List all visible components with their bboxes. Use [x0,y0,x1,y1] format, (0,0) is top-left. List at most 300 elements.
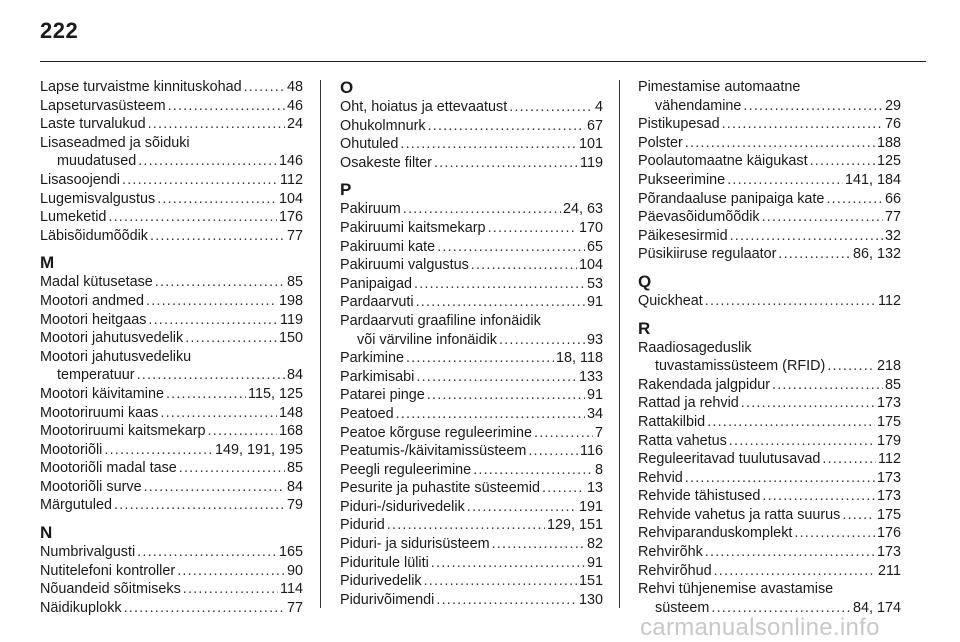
entry-pages: 79 [286,497,303,514]
dot-leader [827,357,875,376]
entry-pages: 170 [578,219,603,236]
index-entry [40,273,303,292]
dot-leader [157,190,277,209]
entry-pages: 77 [286,599,303,616]
entry-term: Peatoed [340,405,394,422]
entry-term: Pukseerimine [638,171,726,188]
entry-pages: 84, 174 [852,599,901,616]
entry-term: Läbisõidumõõdik [40,227,149,244]
dot-leader [534,424,593,443]
entry-term: Parkimine [340,350,404,367]
entry-term-line1: Pardaarvuti graafiline infonäidik [340,312,541,329]
entry-term: Märgutuled [40,497,112,514]
entry-term: Pidurid [340,517,385,534]
dot-leader [177,562,285,581]
dot-leader [727,171,843,190]
page-number: 222 [40,18,79,43]
index-entry [638,245,901,264]
header-rule [40,61,926,62]
entry-term: Osakeste filter [340,154,432,171]
entry-pages: 191 [578,498,603,515]
dot-leader [499,331,585,350]
index-entry [638,543,901,562]
index-entry [40,599,303,618]
entry-pages: 173 [876,544,901,561]
entry-pages: 4 [594,99,603,115]
dot-leader [722,115,883,134]
index-entry [40,208,303,227]
index-entry [638,227,901,246]
entry-term: Pesurite ja puhastite süsteemid [340,480,540,497]
index-entry [340,293,603,312]
index-entry [40,134,303,171]
index-entry [40,78,303,97]
index-entry [638,432,901,451]
entry-term: Mootori käivitamine [40,385,164,402]
entry-term: Lumeketid [40,209,107,226]
entry-term: tuvastamissüsteem (RFID) [655,358,826,375]
entry-term: süsteem [655,599,710,616]
column-divider [320,80,321,608]
index-entry [340,98,603,117]
index-entry [638,78,901,115]
dot-leader [179,459,285,478]
index-entry [340,349,603,368]
index-entry [340,275,603,294]
entry-pages: 211 [878,562,901,579]
entry-term: Pardaarvuti [340,294,414,311]
dot-leader [185,329,277,348]
entry-term: Pidurivedelik [340,573,422,590]
entry-pages: 119 [580,154,603,171]
entry-pages: 175 [876,413,901,430]
entry-term: Mootoriõli madal tase [40,460,177,477]
index-letter-heading: N [40,523,53,543]
index-entry [40,496,303,515]
entry-term: Parkimisabi [340,368,415,385]
index-entry [40,292,303,311]
dot-leader [183,580,278,599]
index-entry [340,219,603,238]
entry-pages: 93 [586,331,603,348]
entry-term: Püsikiiruse regulaator [638,246,777,263]
entry-pages: 84 [286,478,303,495]
index-entry [340,479,603,498]
entry-pages: 165 [278,544,303,561]
index-entry [638,487,901,506]
index-entry [340,238,603,257]
entry-term-line1: Pimestamise automaatne [638,79,801,95]
entry-term: Rehvide vahetus ja ratta suurus [638,506,841,523]
index-entry [638,580,901,617]
index-column-2 [340,78,603,609]
index-letter-heading: R [638,318,651,338]
entry-pages: 91 [586,554,603,571]
entry-pages: 46 [286,97,303,114]
index-entry [638,152,901,171]
entry-term: Mootori andmed [40,292,144,309]
entry-pages: 7 [594,424,603,441]
entry-term-line1: Mootori jahutusvedeliku [40,348,192,365]
entry-pages: 101 [578,136,603,153]
entry-term: muudatused [57,153,137,170]
dot-leader [705,543,875,562]
index-letter-heading: Q [638,271,652,291]
index-entry [340,200,603,219]
dot-leader [431,554,585,573]
dot-leader [542,479,585,498]
index-entry [340,135,603,154]
index-entry [638,413,901,432]
dot-leader [705,292,876,311]
entry-pages: 112 [878,292,901,309]
entry-term: Piduri-/sidurivedelik [340,498,465,515]
entry-continuation [40,366,303,385]
index-entry [40,171,303,190]
entry-term: Põrandaaluse panipaiga kate [638,190,825,207]
entry-pages: 129, 151 [546,517,603,534]
entry-pages: 66 [884,190,901,207]
entry-term: Mootoriõli [40,441,103,458]
entry-pages: 149, 191, 195 [214,441,303,458]
dot-leader [122,171,278,190]
entry-continuation [40,152,303,171]
entry-pages: 168 [278,423,303,440]
dot-leader [436,591,577,610]
entry-pages: 48 [286,79,303,95]
entry-term: Rehvirõhud [638,562,712,579]
entry-term: Mootoriruumi kaas [40,404,159,421]
dot-leader [104,441,213,460]
entry-term: vähendamine [655,97,742,114]
entry-term: Poolautomaatne käigukast [638,153,808,170]
entry-term: Pistikupesad [638,116,720,133]
entry-term: Numbrivalgusti [40,544,136,561]
index-entry [638,171,901,190]
index-entry [340,442,603,461]
entry-pages: 13 [586,480,603,497]
index-column-3 [638,78,901,617]
index-entry [340,312,603,349]
entry-pages: 104 [578,257,603,274]
entry-pages: 104 [278,190,303,207]
entry-term: Ohutuled [340,136,399,153]
dot-leader [416,368,577,387]
entry-term: Panipaigad [340,275,413,292]
entry-term: Laste turvalukud [40,116,146,133]
index-entry [40,385,303,404]
index-entry [340,256,603,275]
index-entry [638,394,901,413]
dot-leader [488,219,577,238]
index-entry [638,134,901,153]
dot-leader [794,524,875,543]
index-entry [638,562,901,581]
entry-pages: 8 [594,461,603,478]
entry-term: Pakiruumi valgustus [340,257,469,274]
index-letter-heading: O [340,78,354,97]
entry-pages: 188 [876,134,901,151]
index-entry [340,535,603,554]
entry-pages: 114 [280,581,303,598]
entry-pages: 146 [278,153,303,170]
index-entry [340,461,603,480]
entry-pages: 65 [586,238,603,255]
index-entry [40,478,303,497]
index-entry [340,554,603,573]
dot-leader [428,117,585,136]
dot-leader [148,115,285,134]
index-letter-heading: P [340,180,352,200]
entry-pages: 173 [876,395,901,412]
index-entry [340,405,603,424]
dot-leader [108,208,277,227]
entry-term-line1: Rehvi tühjenemise avastamise [638,581,834,598]
entry-pages: 76 [884,116,901,133]
entry-pages: 119 [280,311,303,328]
dot-leader [743,97,883,116]
entry-pages: 85 [884,376,901,393]
entry-pages: 173 [876,469,901,486]
dot-leader [208,422,277,441]
index-entry [340,386,603,405]
entry-pages: 133 [578,368,603,385]
dot-leader [492,535,585,554]
entry-pages: 32 [884,227,901,244]
dot-leader [387,516,545,535]
index-entry [638,469,901,488]
index-entry [340,498,603,517]
entry-pages: 82 [586,536,603,553]
dot-leader [244,78,285,97]
dot-leader [400,135,577,154]
entry-pages: 148 [278,404,303,421]
entry-pages: 85 [286,460,303,477]
dot-leader [427,386,585,405]
index-entry [638,208,901,227]
entry-term: Rakendada jalgpidur [638,376,771,393]
dot-leader [155,273,285,292]
index-letter-heading: M [40,253,55,273]
dot-leader [150,227,285,246]
dot-leader [414,275,585,294]
entry-term-line1: Lisaseadmed ja sõiduki [40,134,190,151]
dot-leader [137,543,277,562]
dot-leader [148,311,278,330]
dot-leader [124,599,285,618]
watermark: carmanualsonline.info [640,614,880,641]
entry-term: Näidikuplokk [40,599,122,616]
index-entry [40,329,303,348]
entry-continuation [638,97,901,116]
entry-pages: 18, 118 [556,350,603,367]
dot-leader [685,469,875,488]
entry-pages: 34 [586,405,603,422]
dot-leader [810,152,875,171]
entry-pages: 112 [280,171,303,188]
index-entry [340,572,603,591]
index-entry [40,190,303,209]
dot-leader [741,394,875,413]
entry-pages: 176 [278,209,303,226]
dot-leader [471,256,577,275]
dot-leader [114,496,285,515]
entry-pages: 91 [586,294,603,311]
index-entry [638,450,901,469]
entry-term: Lapse turvaistme kinnituskohad [40,79,242,95]
entry-pages: 130 [578,591,603,608]
index-entry [40,562,303,581]
dot-leader [424,572,577,591]
entry-pages: 198 [278,292,303,309]
entry-term: või värviline infonäidik [357,331,497,348]
entry-pages: 91 [586,387,603,404]
dot-leader [166,385,246,404]
entry-pages: 29 [884,97,901,114]
dot-leader [168,97,285,116]
entry-term: Rattakilbid [638,413,706,430]
index-entry [638,190,901,209]
dot-leader [467,498,577,517]
dot-leader [434,154,578,173]
dot-leader [146,292,277,311]
index-entry [40,580,303,599]
entry-pages: 125 [876,153,901,170]
entry-term: Peatoe kõrguse reguleerimine [340,424,532,441]
entry-term: Nõuandeid sõitmiseks [40,581,181,598]
entry-term-line1: Raadiosageduslik [638,339,752,356]
column-divider [619,80,620,608]
dot-leader [406,349,554,368]
entry-term: Pakiruumi kaitsmekarp [340,219,486,236]
index-entry [340,117,603,136]
entry-pages: 151 [578,573,603,590]
entry-term: Lugemisvalgustus [40,190,156,207]
entry-pages: 77 [286,227,303,244]
index-entry [40,97,303,116]
dot-leader [842,506,875,525]
index-entry [40,227,303,246]
entry-term: Polster [638,134,683,151]
entry-term: Rattad ja rehvid [638,395,739,412]
entry-term: Peegli reguleerimine [340,461,472,478]
index-entry [340,154,603,173]
index-entry [40,422,303,441]
entry-continuation [638,357,901,376]
entry-term: Päikesesirmid [638,227,728,244]
entry-pages: 77 [884,209,901,226]
dot-leader [730,227,883,246]
entry-term: Pakiruumi kate [340,238,436,255]
dot-leader [528,442,578,461]
entry-pages: 24 [286,116,303,133]
index-entry [40,404,303,423]
entry-term: Ohukolmnurk [340,117,426,134]
entry-term: Ratta vahetus [638,432,727,449]
entry-term: Piduri- ja sidurisüsteem [340,536,490,553]
dot-leader [160,404,277,423]
entry-term: Rehvide tähistused [638,488,761,505]
dot-leader [826,190,883,209]
dot-leader [138,152,277,171]
entry-continuation [340,331,603,350]
dot-leader [509,98,593,117]
dot-leader [403,200,561,219]
entry-pages: 85 [286,274,303,291]
dot-leader [707,413,875,432]
index-entry [638,292,901,311]
dot-leader [396,405,585,424]
dot-leader [416,293,585,312]
entry-term: Reguleeritavad tuulutusavad [638,451,821,468]
entry-term: Oht, hoiatus ja ettevaatust [340,99,508,115]
entry-term: Quickheat [638,292,703,309]
dot-leader [473,461,593,480]
entry-pages: 141, 184 [844,171,901,188]
index-entry [340,368,603,387]
entry-term: Lapseturvasüsteem [40,97,166,114]
dot-leader [778,245,851,264]
entry-pages: 90 [286,562,303,579]
index-entry [40,459,303,478]
index-entry [40,115,303,134]
index-entry [638,376,901,395]
entry-term: Peatumis-/käivitamissüsteem [340,443,527,460]
index-entry [638,339,901,376]
dot-leader [729,432,875,451]
entry-pages: 112 [878,451,901,468]
entry-term: Mootoriruumi kaitsmekarp [40,423,206,440]
entry-pages: 67 [586,117,603,134]
dot-leader [137,366,285,385]
dot-leader [144,478,285,497]
dot-leader [762,208,883,227]
entry-term: Rehvid [638,469,683,486]
entry-term: Pidurivõimendi [340,591,435,608]
entry-term: Mootoriõli surve [40,478,142,495]
entry-pages: 176 [876,525,901,542]
index-entry [638,506,901,525]
entry-term: Nutitelefoni kontroller [40,562,176,579]
index-entry [40,543,303,562]
index-entry [638,115,901,134]
dot-leader [685,134,875,153]
entry-pages: 179 [876,432,901,449]
entry-pages: 150 [278,330,303,347]
entry-term: Piduritule lüliti [340,554,429,571]
entry-term: Päevasõidumõõdik [638,209,760,226]
index-entry [340,516,603,535]
dot-leader [714,562,876,581]
index-entry [40,311,303,330]
entry-pages: 24, 63 [562,201,603,218]
index-entry [638,524,901,543]
entry-term: Patarei pinge [340,387,425,404]
entry-pages: 84 [286,367,303,384]
entry-term: Pakiruum [340,201,401,218]
entry-term: Rehviparanduskomplekt [638,525,793,542]
index-entry [340,424,603,443]
index-column-1 [40,78,303,617]
entry-term: Rehvirõhk [638,544,703,561]
dot-leader [772,376,883,395]
dot-leader [822,450,876,469]
entry-term: Lisasoojendi [40,171,121,188]
entry-pages: 86, 132 [852,246,901,263]
entry-term: Madal kütusetase [40,274,153,291]
index-entry [40,441,303,460]
entry-pages: 175 [876,506,901,523]
